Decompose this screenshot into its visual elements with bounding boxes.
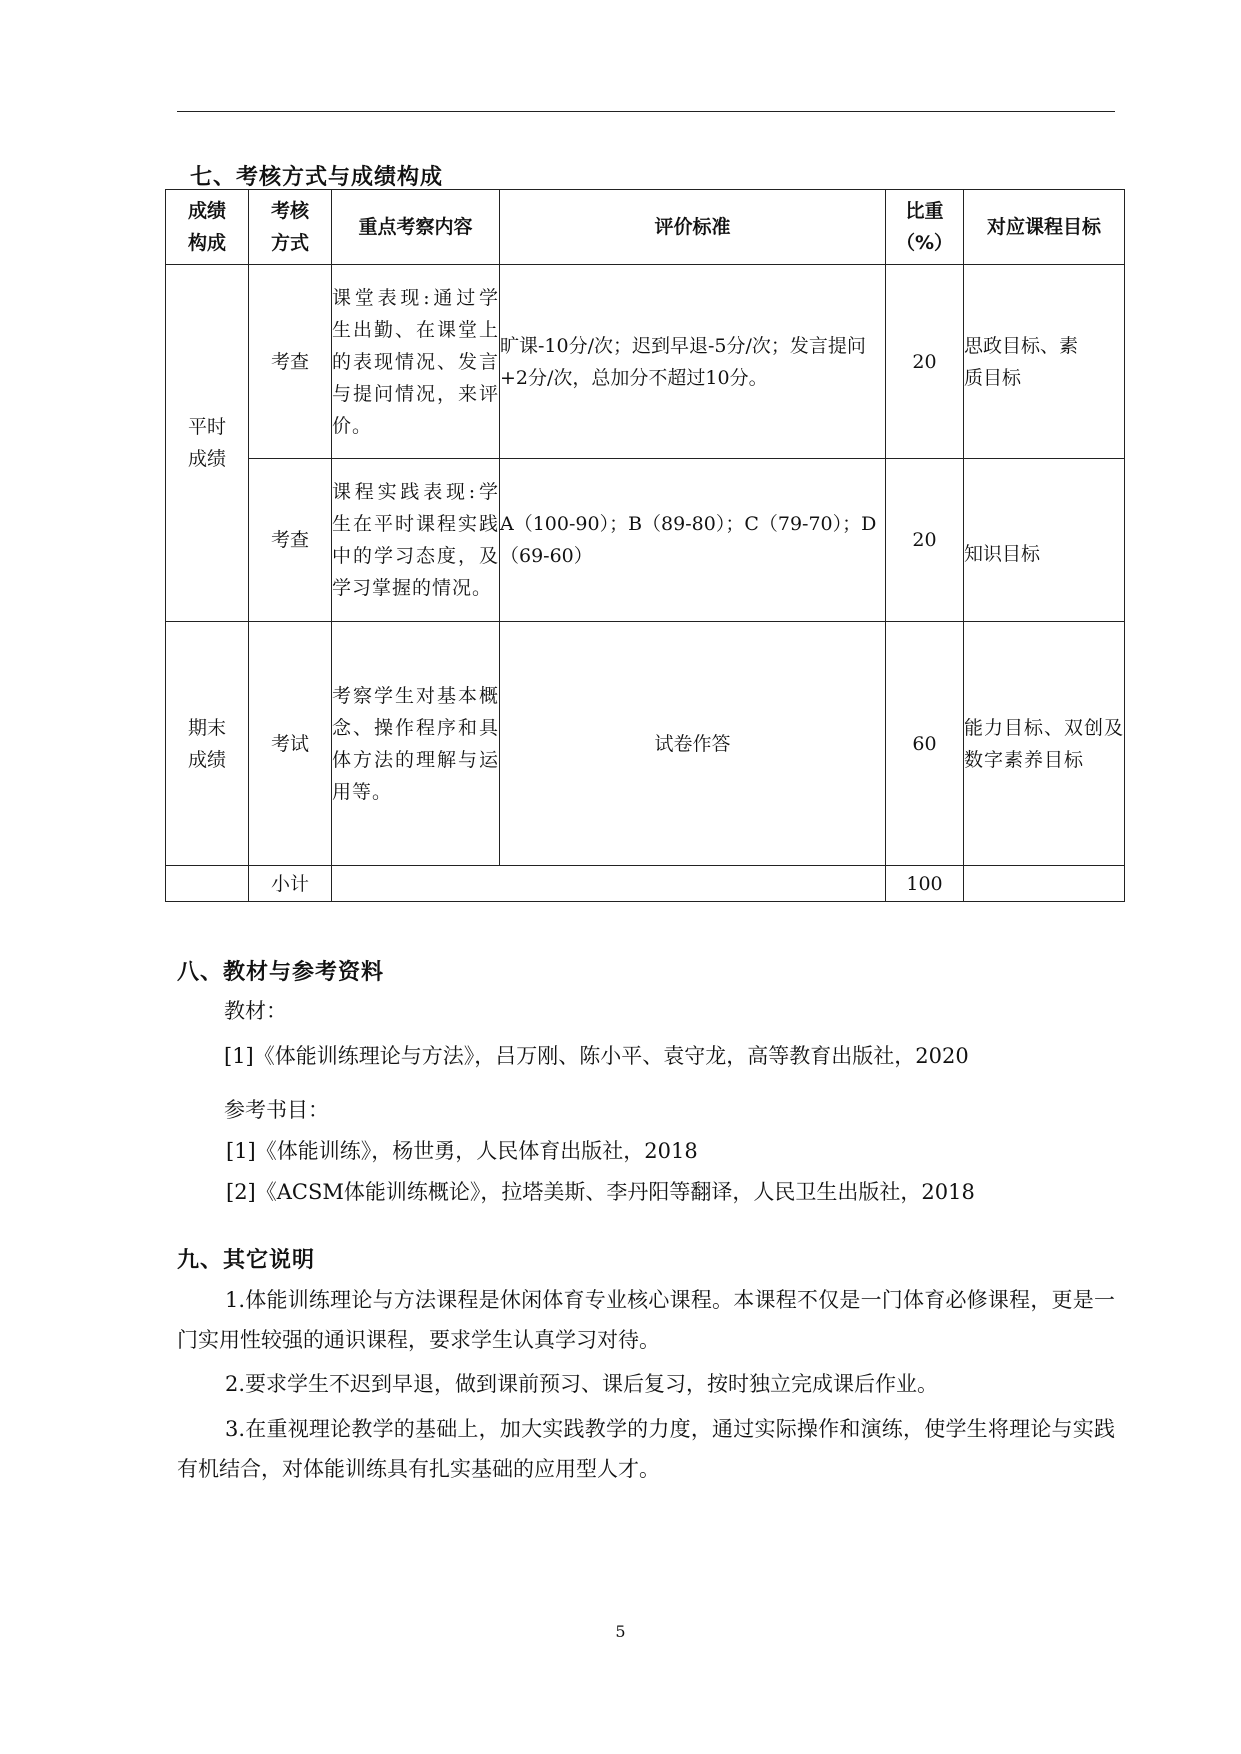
table-row: [166, 622, 1125, 866]
assessment-table: [165, 189, 1125, 902]
subtotal-label: 小计: [249, 866, 332, 902]
reference-item: [1]《体能训练》，杨世勇，人民体育出版社，2018: [226, 1139, 698, 1163]
cell-weight: 20: [886, 265, 964, 459]
cell-empty: [332, 866, 886, 902]
reference-item: [2]《ACSM体能训练概论》，拉塔美斯、李丹阳等翻译，人民卫生出版社，2018: [226, 1180, 975, 1204]
cell-empty: [166, 866, 249, 902]
cell-objective: 知识目标: [964, 459, 1125, 622]
cell-method: 考查: [249, 459, 332, 622]
cell-criteria: 试卷作答: [500, 622, 886, 866]
subtotal-weight: 100: [886, 866, 964, 902]
references-label: 参考书目：: [224, 1098, 329, 1122]
textbook-item: [1]《体能训练理论与方法》，吕万刚、陈小平、袁守龙，高等教育出版社，2020: [224, 1044, 969, 1068]
section-9-title: 九、其它说明: [177, 1248, 316, 1273]
cell-objective: 思政目标、素质目标: [964, 265, 1125, 459]
table-header-row: [166, 190, 1125, 265]
cell-composition: 平时成绩: [166, 265, 249, 622]
subtotal-row: [166, 866, 1125, 902]
cell-content: 课堂表现:通过学生出勤、在课堂上的表现情况、发言与提问情况，来评价。: [332, 265, 500, 459]
header-rule: [177, 111, 1115, 112]
cell-criteria: A（100-90）；B（89-80）；C（79-70）；D（69-60）: [500, 459, 886, 622]
table-row: [166, 265, 1125, 459]
cell-method: 考试: [249, 622, 332, 866]
header-composition: 成绩构成: [166, 190, 249, 265]
cell-empty: [964, 866, 1125, 902]
cell-method: 考查: [249, 265, 332, 459]
header-content: 重点考察内容: [332, 190, 500, 265]
cell-criteria: 旷课-10分/次；迟到早退-5分/次；发言提问+2分/次，总加分不超过10分。: [500, 265, 886, 459]
cell-objective: 能力目标、双创及数字素养目标: [964, 622, 1125, 866]
page-number: 5: [615, 1622, 626, 1641]
note-paragraph: 1.体能训练理论与方法课程是休闲体育专业核心课程。本课程不仅是一门体育必修课程，更是一门实用性较强的通识课程，要求学生认真学习对待。: [177, 1288, 1115, 1352]
cell-weight: 20: [886, 459, 964, 622]
header-method: 考核方式: [249, 190, 332, 265]
cell-weight: 60: [886, 622, 964, 866]
note-paragraph: 3.在重视理论教学的基础上，加大实践教学的力度，通过实际操作和演练，使学生将理论与实践有机结合，对体能训练具有扎实基础的应用型人才。: [177, 1417, 1115, 1481]
section-8-title: 八、教材与参考资料: [177, 960, 385, 985]
table-row: [166, 459, 1125, 622]
note-paragraph: 2.要求学生不迟到早退，做到课前预习、课后复习，按时独立完成课后作业。: [225, 1372, 939, 1396]
header-objective: 对应课程目标: [964, 190, 1125, 265]
cell-content: 课程实践表现:学生在平时课程实践中的学习态度，及学习掌握的情况。: [332, 459, 500, 622]
header-criteria: 评价标准: [500, 190, 886, 265]
section-7-title: 七、考核方式与成绩构成: [190, 165, 444, 190]
cell-content: 考察学生对基本概念、操作程序和具体方法的理解与运用等。: [332, 622, 500, 866]
header-weight: 比重（%）: [886, 190, 964, 265]
textbook-label: 教材：: [224, 999, 287, 1023]
cell-composition: 期末成绩: [166, 622, 249, 866]
